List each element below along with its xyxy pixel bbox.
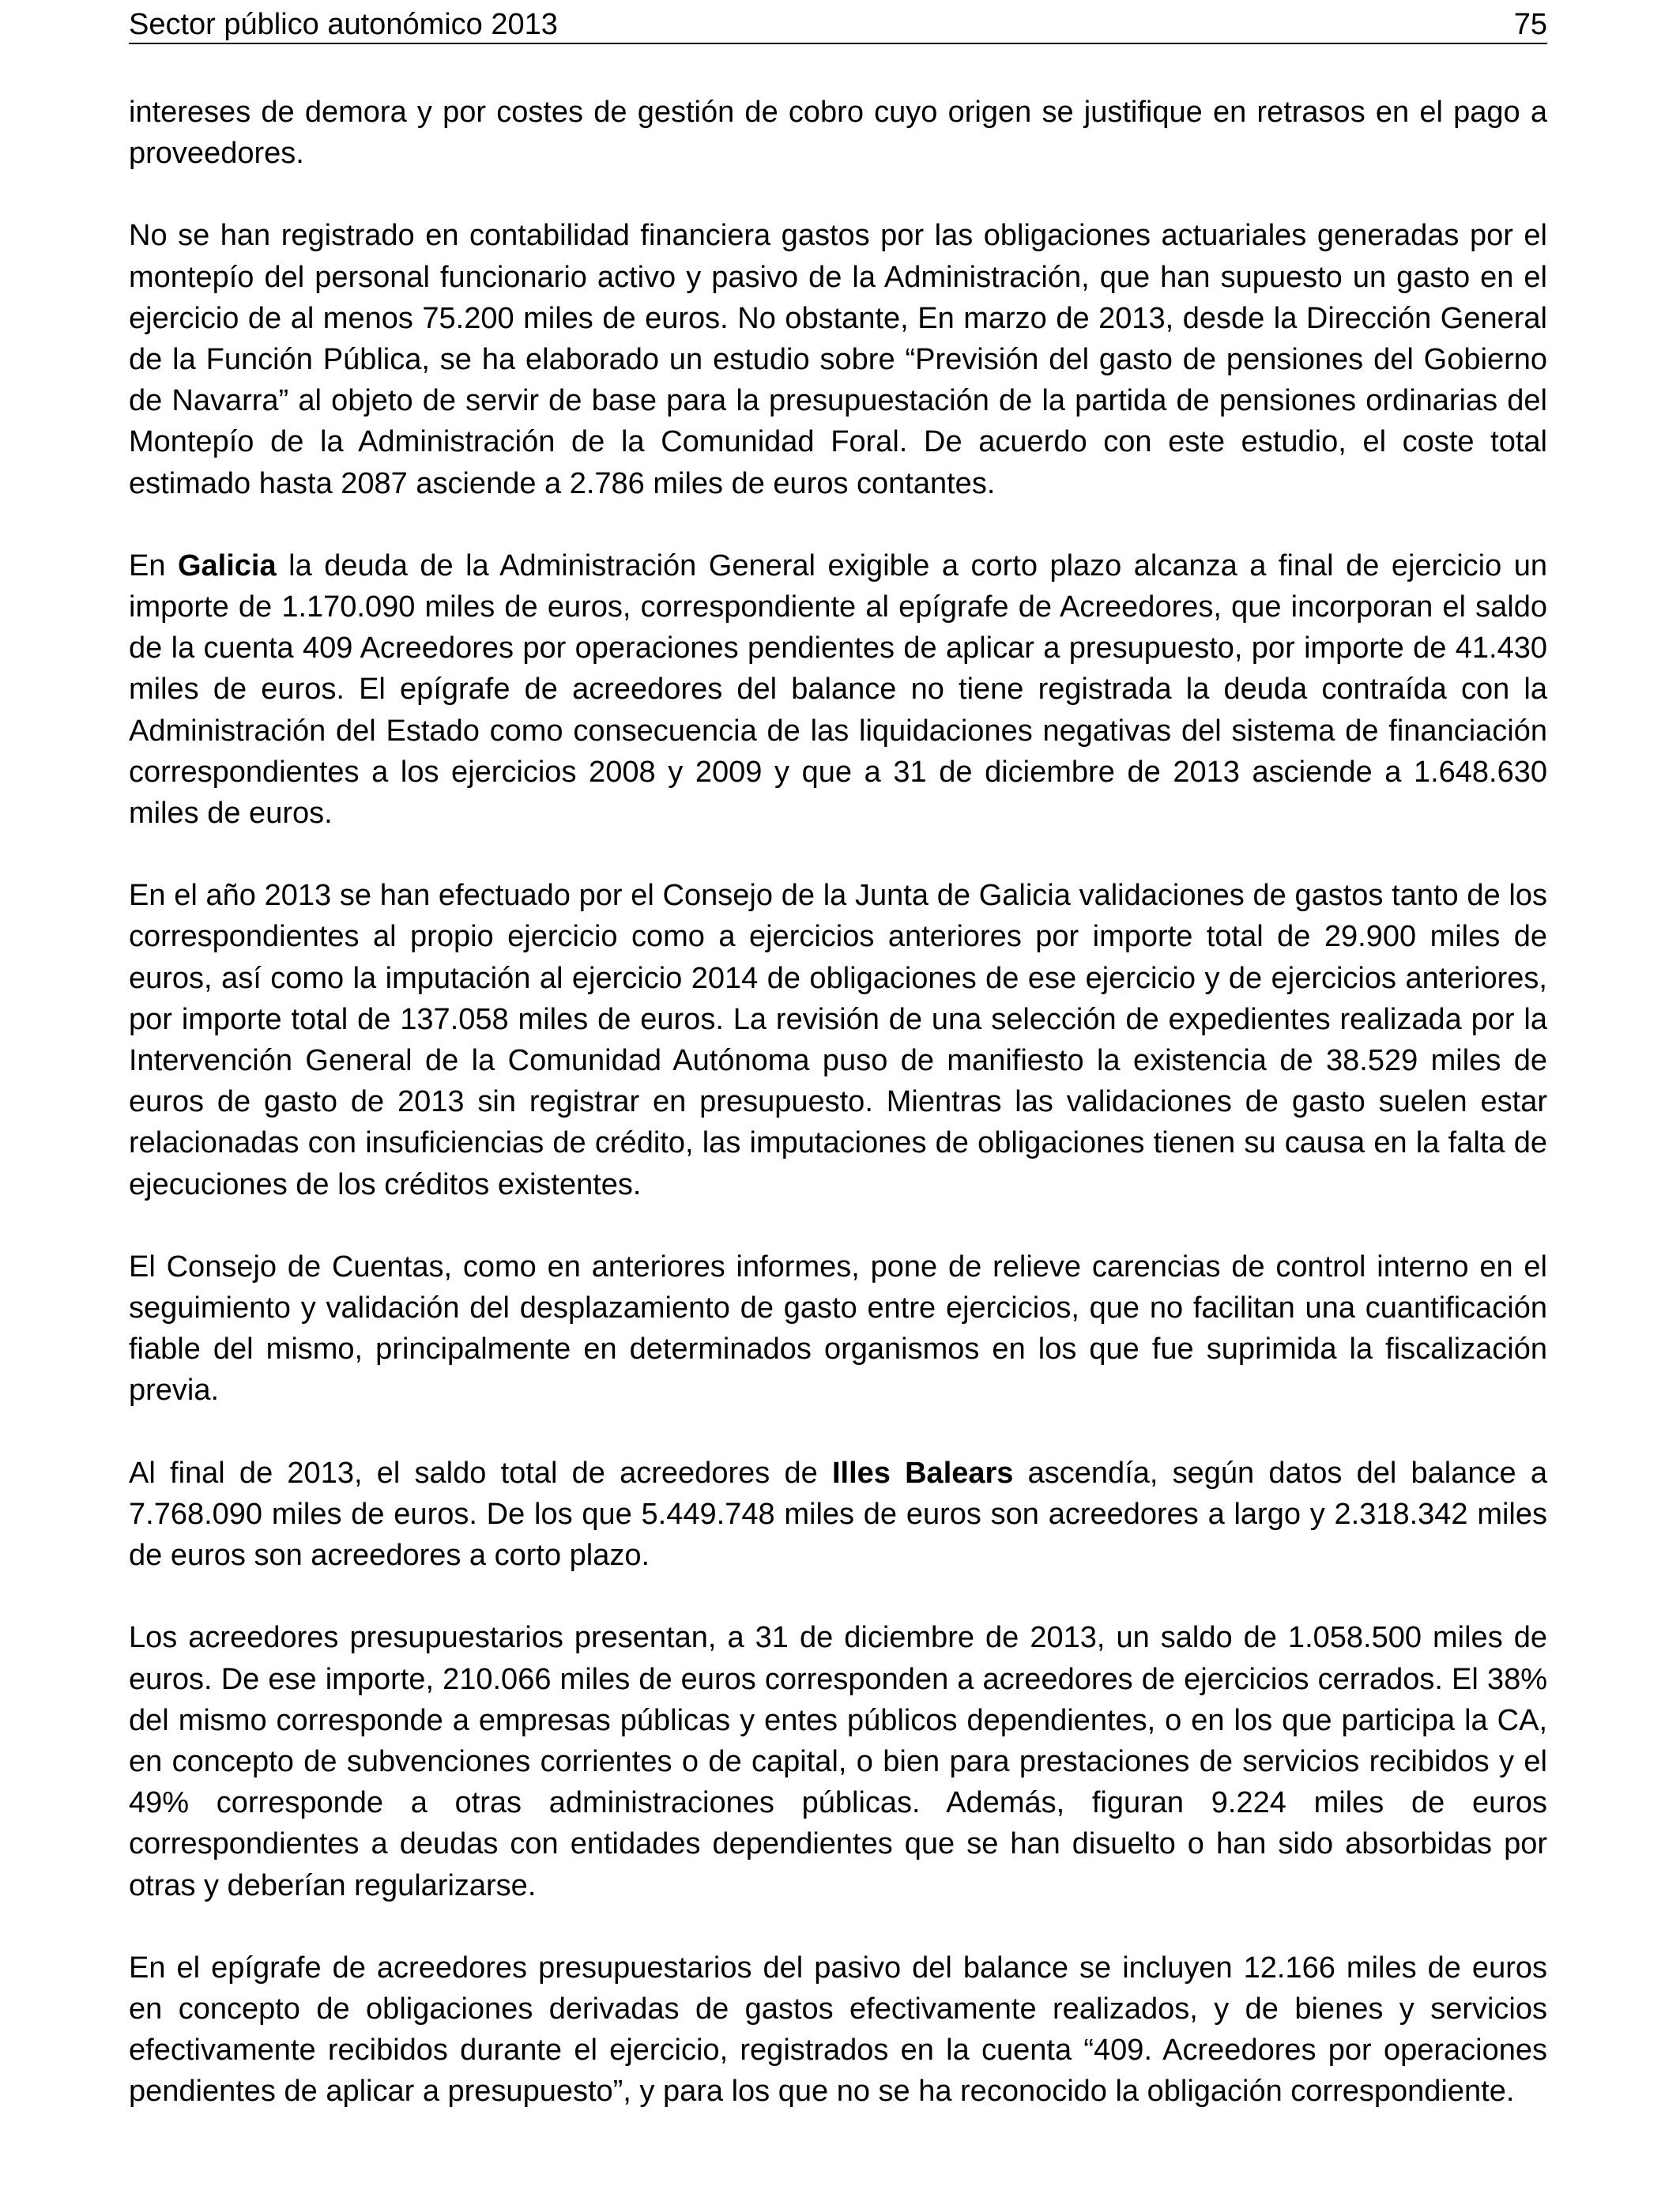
paragraph-galicia-validations: En el año 2013 se han efectuado por el Consejo de la Junta de Galicia validaciones de gastos tanto de los correspondientes al propio ejercicio como a ejercicios anteriores por importe total de 29.900 miles de euros, así como la imputación al ejercicio 2014 de obligaciones de ese ejercicio y de ejercicios anteriores, por importe total de 137.058 miles de euros. La revisión de una selección de expedientes realizada por la Intervención General de la Comunidad Autónoma puso de manifiesto la existencia de 38.529 miles de euros de gasto de 2013 sin registrar en presupuesto. Mientras las validaciones de gasto suelen estar relacionadas con insuficiencias de crédito, las imputaciones de obligaciones tienen su causa en la falta de ejecuciones de los créditos existentes. [129,879,1547,1201]
paragraph-galicia-intro: En [129,548,178,582]
paragraph-interest-arrears: intereses de demora y por costes de gestión de cobro cuyo origen se justifique en retrasos en el pago a proveedores. [129,96,1547,171]
paragraph-balears-intro: Al final de 2013, el saldo total de acreedores de [129,1456,832,1490]
page-number: 75 [1513,8,1547,41]
paragraph-account-409: En el epígrafe de acreedores presupuestarios del pasivo del balance se incluyen 12.166 miles de euros en concepto de obligaciones derivadas de gastos efectivamente realizados, y de bienes y servicios efectivamente recibidos durante el ejercicio, registrados en la cuenta “409. Acreedores por operaciones pendientes de aplicar a presupuesto”, y para los que no se ha reconocido la obligación correspondiente. [129,1951,1547,2109]
region-name-galicia: Galicia [177,548,277,582]
paragraph-consejo-cuentas: El Consejo de Cuentas, como en anteriores informes, pone de relieve carencias de control interno en el seguimiento y validación del desplazamiento de gasto entre ejercicios, que no facilitan una cuantificación fiable del mismo, principalmente en determinados organismos en los que fue suprimida la fiscalización previa. [129,1250,1547,1408]
paragraph-balears-body: ascendía, según datos del balance a 7.768.090 miles de euros. De los que 5.449.748 miles de euros son acreedores a largo y 2.318.342 miles de euros son acreedores a corto plazo. [129,1456,1547,1573]
page-header [129,6,1547,44]
paragraph-galicia-debt [129,545,1547,834]
document-body [129,92,1547,2154]
paragraph-montepio-navarra: No se han registrado en contabilidad financiera gastos por las obligaciones actuariales generadas por el montepío del personal funcionario activo y pasivo de la Administración, que han supuesto un gasto en el ejercicio de al menos 75.200 miles de euros. No obstante, En marzo de 2013, desde la Dirección General de la Función Pública, se ha elaborado un estudio sobre “Previsión del gasto de pensiones del Gobierno de Navarra” al objeto de servir de base para la presupuestación de la partida de pensiones ordinarias del Montepío de la Administración de la Comunidad Foral. De acuerdo con este estudio, el coste total estimado hasta 2087 asciende a 2.786 miles de euros contantes. [129,219,1547,500]
paragraph-budget-creditors: Los acreedores presupuestarios presentan, a 31 de diciembre de 2013, un saldo de 1.058.500 miles de euros. De ese importe, 210.066 miles de euros corresponden a acreedores de ejercicios cerrados. El 38% del mismo corresponde a empresas públicas y entes públicos dependientes, o en los que participa la CA, en concepto de subvenciones corrientes o de capital, o bien para prestaciones de servicios recibidos y el 49% corresponde a otras administraciones públicas. Además, figuran 9.224 miles de euros correspondientes a deudas con entidades dependientes que se han disuelto o han sido absorbidas por otras y deberían regularizarse. [129,1621,1547,1902]
region-name-illes-balears: Illes Balears [831,1456,1014,1490]
paragraph-illes-balears [129,1453,1547,1577]
paragraph-galicia-body: la deuda de la Administración General exigible a corto plazo alcanza a final de ejercicio un importe de 1.170.090 miles de euros, correspondiente al epígrafe de Acreedores, que incorporan el saldo de la cuenta 409 Acreedores por operaciones pendientes de aplicar a presupuesto, por importe de 41.430 miles de euros. El epígrafe de acreedores del balance no tiene registrada la deuda contraída con la Administración del Estado como consecuencia de las liquidaciones negativas del sistema de financiación correspondientes a los ejercicios 2008 y 2009 y que a 31 de diciembre de 2013 asciende a 1.648.630 miles de euros. [129,548,1547,831]
header-title: Sector público autonómico 2013 [129,8,558,41]
